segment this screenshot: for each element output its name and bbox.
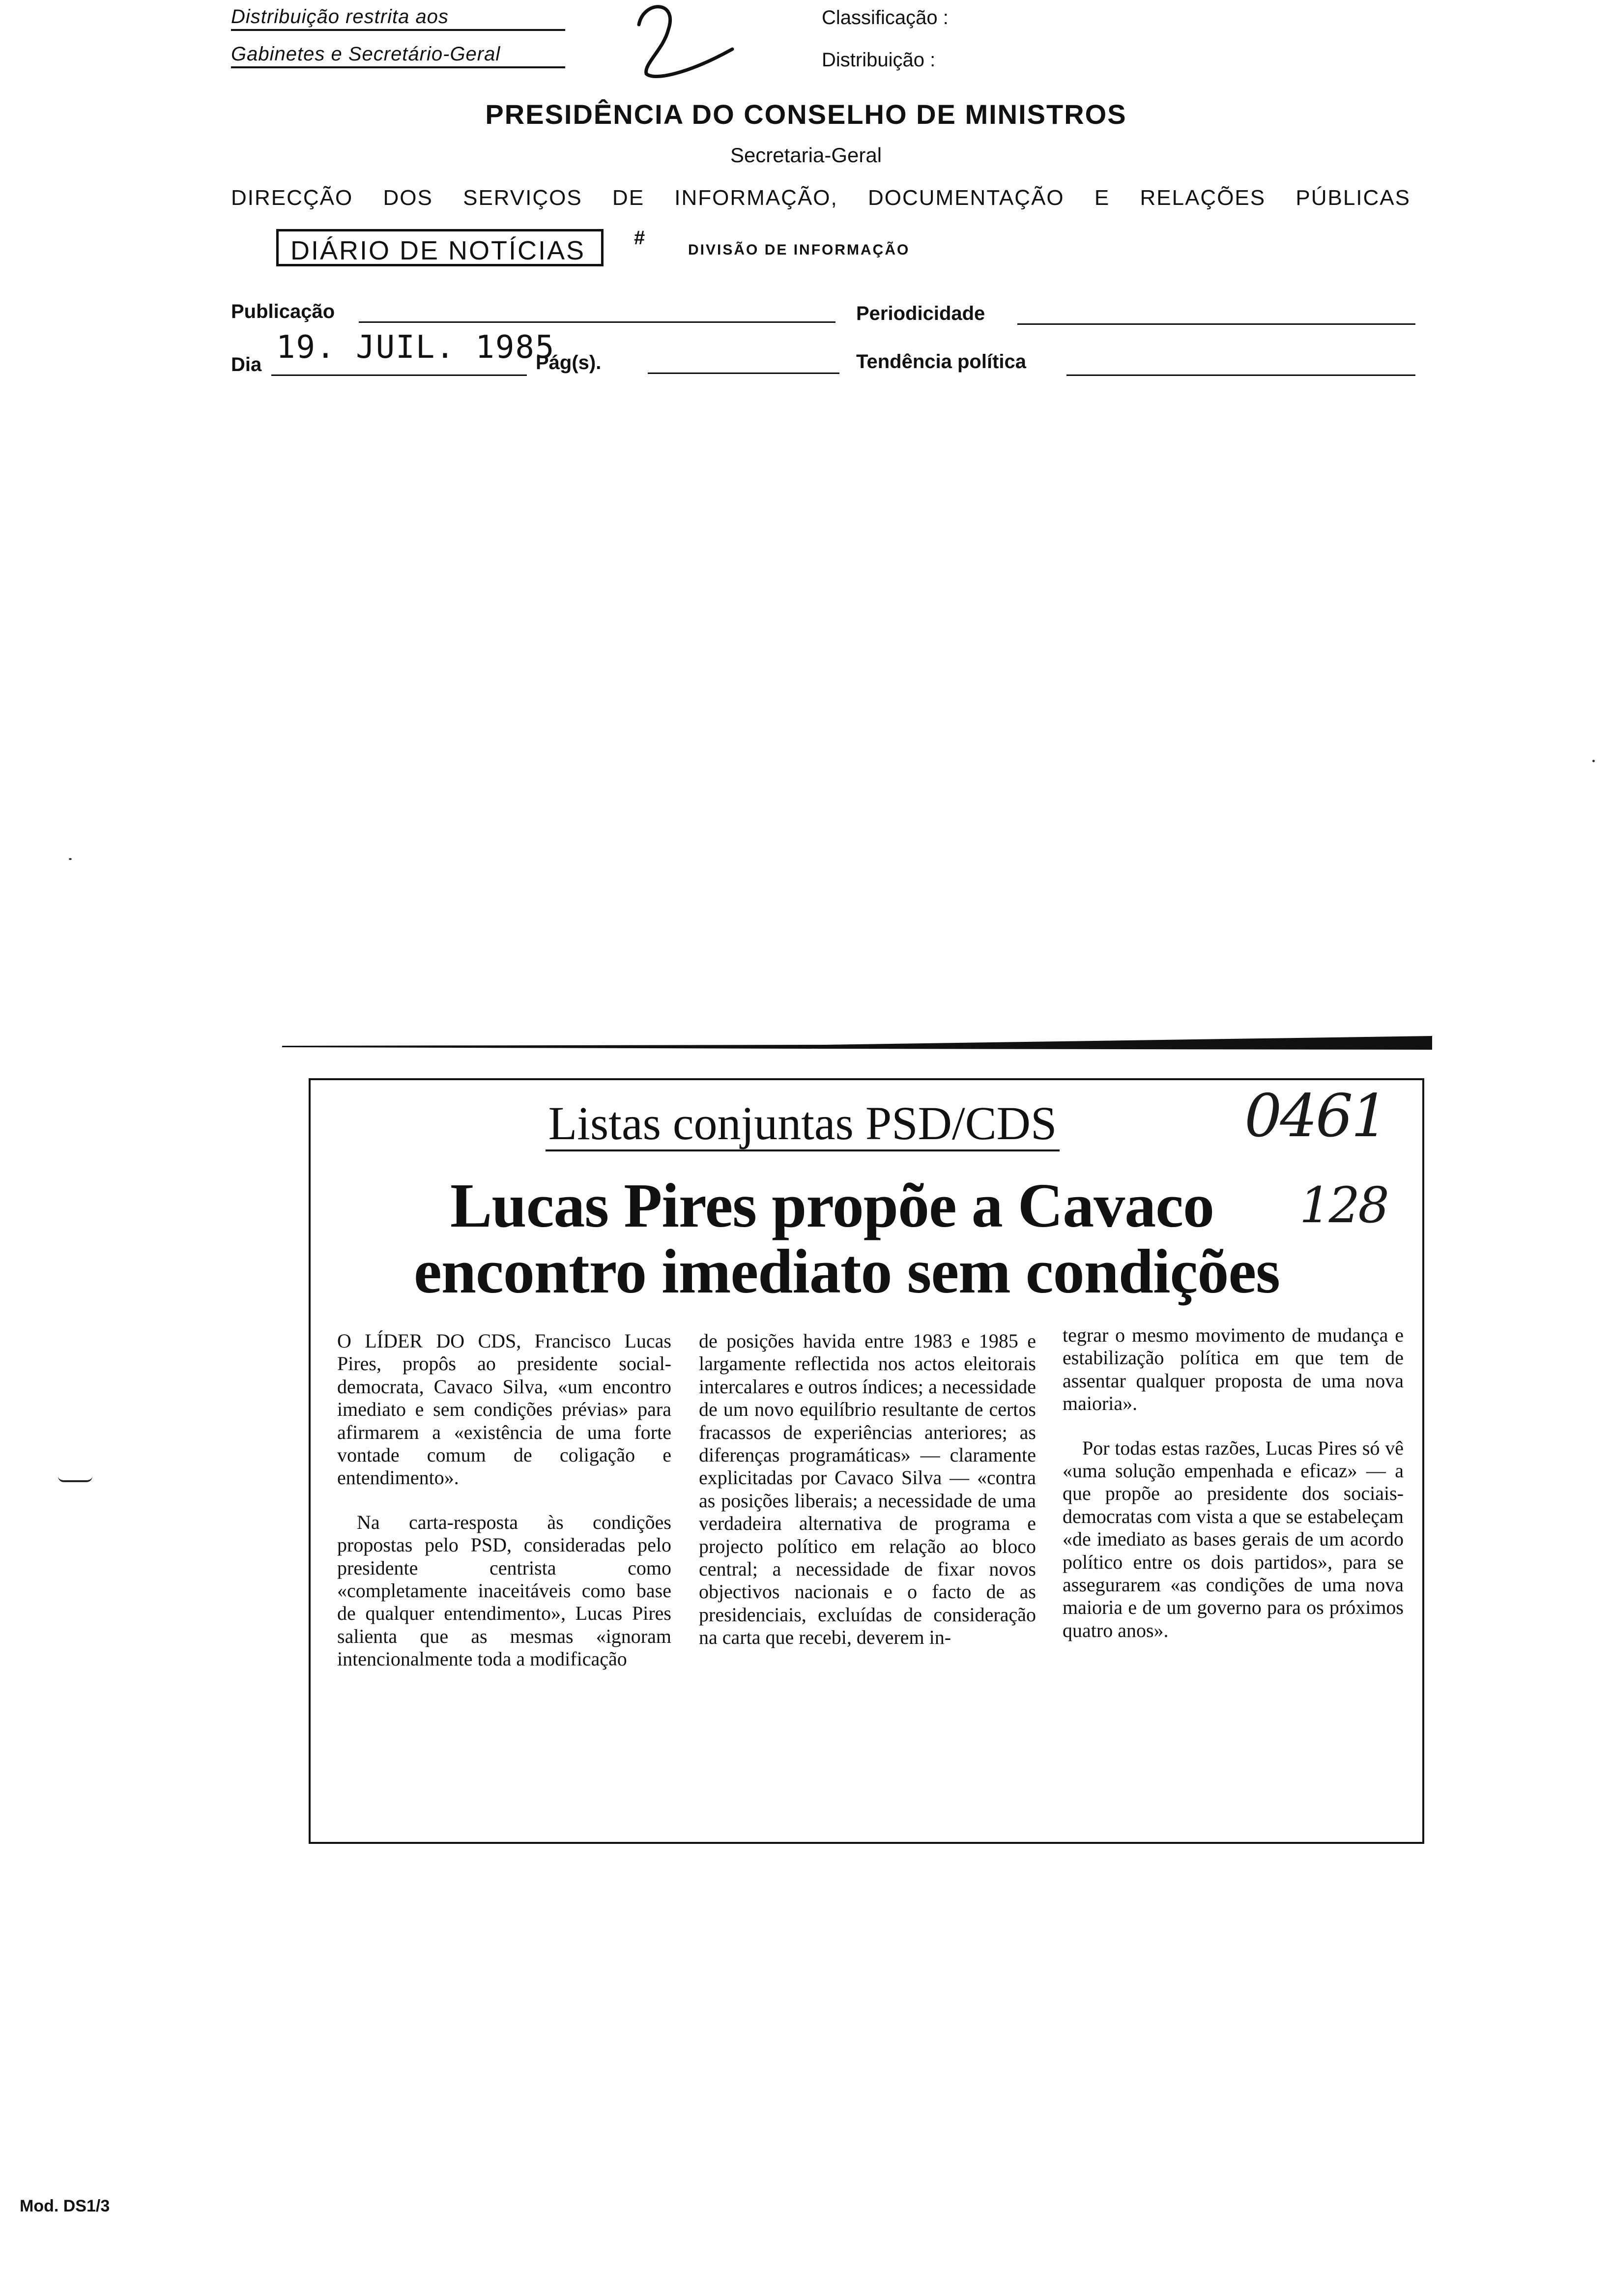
political-tendency-line [1066,374,1415,376]
secretariat-title: Secretaria-Geral [730,144,882,167]
scan-speck [1592,760,1595,762]
classification-label: Classificação : [822,7,949,29]
handwritten-mark [624,0,742,88]
article-column-3 [1063,1324,1404,1642]
pages-line [648,373,839,374]
article-top-rule [282,1040,1432,1046]
col3-paragraph-1: tegrar o mesmo movimento de mudança e estabilização política em que tem de assentar qualquer proposta de uma nova maioria». [1063,1324,1404,1415]
scan-speck [69,858,72,860]
article-column-1 [337,1330,671,1670]
division-label: DIVISÃO DE INFORMAÇÃO [688,242,910,258]
col3-paragraph-2: Por todas estas razões, Lucas Pires só vê «uma solução empenhada e eficaz» — a que propõe ao presidente dos sociais-democratas com vista a que se estabeleçam «de imediato as bases gerais de um acordo político entre os dois partidos», para se assegurarem «as condições de uma nova maioria e de um governo para os próximos quatro anos». [1063,1436,1404,1641]
distribution-label: Distribuição : [822,49,936,71]
article-headline [311,1173,1422,1305]
distribution-restricted-line1: Distribuição restrita aos [231,6,565,31]
periodicity-label: Periodicidade [856,303,985,324]
publication-name-box: DIÁRIO DE NOTÍCIAS [276,229,604,266]
periodicity-line [1017,323,1415,325]
col1-paragraph-2: Na carta-resposta às condições propostas pelo PSD, consideradas pelo presidente centrista como «completamente inaceitáveis como base de qualquer entendimento», Lucas Pires salienta que as mesmas «ignoram intencionalmente toda a modificação [337,1511,671,1670]
box-mark: # [634,227,645,249]
headline-line-2: encontro imediato sem condições [414,1236,1280,1307]
handwritten-annotation-top: 0461 [1244,1082,1387,1150]
publication-label: Publicação [231,301,335,322]
article-column-2 [699,1330,1036,1649]
handwritten-two-icon [624,0,742,88]
article-kicker: Listas conjuntas PSD/CDS [546,1097,1060,1151]
directorate-title: DIRECÇÃO DOS SERVIÇOS DE INFORMAÇÃO, DOCUMENTAÇÃO E RELAÇÕES PÚBLICAS [231,186,1410,210]
scan-mark [58,1476,92,1482]
headline-line-1: Lucas Pires propõe a Cavaco [450,1171,1214,1240]
day-line [271,374,527,376]
form-code: Mod. DS1/3 [20,2197,110,2215]
political-tendency-label: Tendência política [856,351,1026,373]
col2-paragraph-1: de posições havida entre 1983 e 1985 e largamente reflectida nos actos eleitorais intercalares e outros índices; a necessidade de um novo equilíbrio resultante de certos fracassos de experiências anteriores; as diferenças programáticas» — claramente explicitadas por Cavaco Silva — «contra as posições liberais; a necessidade de uma verdadeira alternativa de programa e projecto político em relação ao bloco central; a necessidade de fixar novos objectivos nacionais e o facto de as presidenciais, excluídas de consideração na carta que recebi, deverem in- [699,1330,1036,1649]
article-frame [309,1078,1424,1844]
day-label: Dia [231,354,262,375]
handwritten-annotation-side: 128 [1299,1177,1387,1234]
presidency-title: PRESIDÊNCIA DO CONSELHO DE MINISTROS [485,99,1127,130]
distribution-restricted-line2: Gabinetes e Secretário-Geral [231,43,565,68]
date-stamp: 19. JUIL. 1985 [276,329,555,366]
pages-label: Pág(s). [536,352,602,373]
publication-line [359,321,835,323]
col1-paragraph-1: O LÍDER DO CDS, Francisco Lucas Pires, propôs ao presidente social-democrata, Cavaco Silva, «um encontro imediato e sem condições prévias» para afirmarem a «existência de uma forte vontade comum de coligação e entendimento». [337,1330,671,1489]
